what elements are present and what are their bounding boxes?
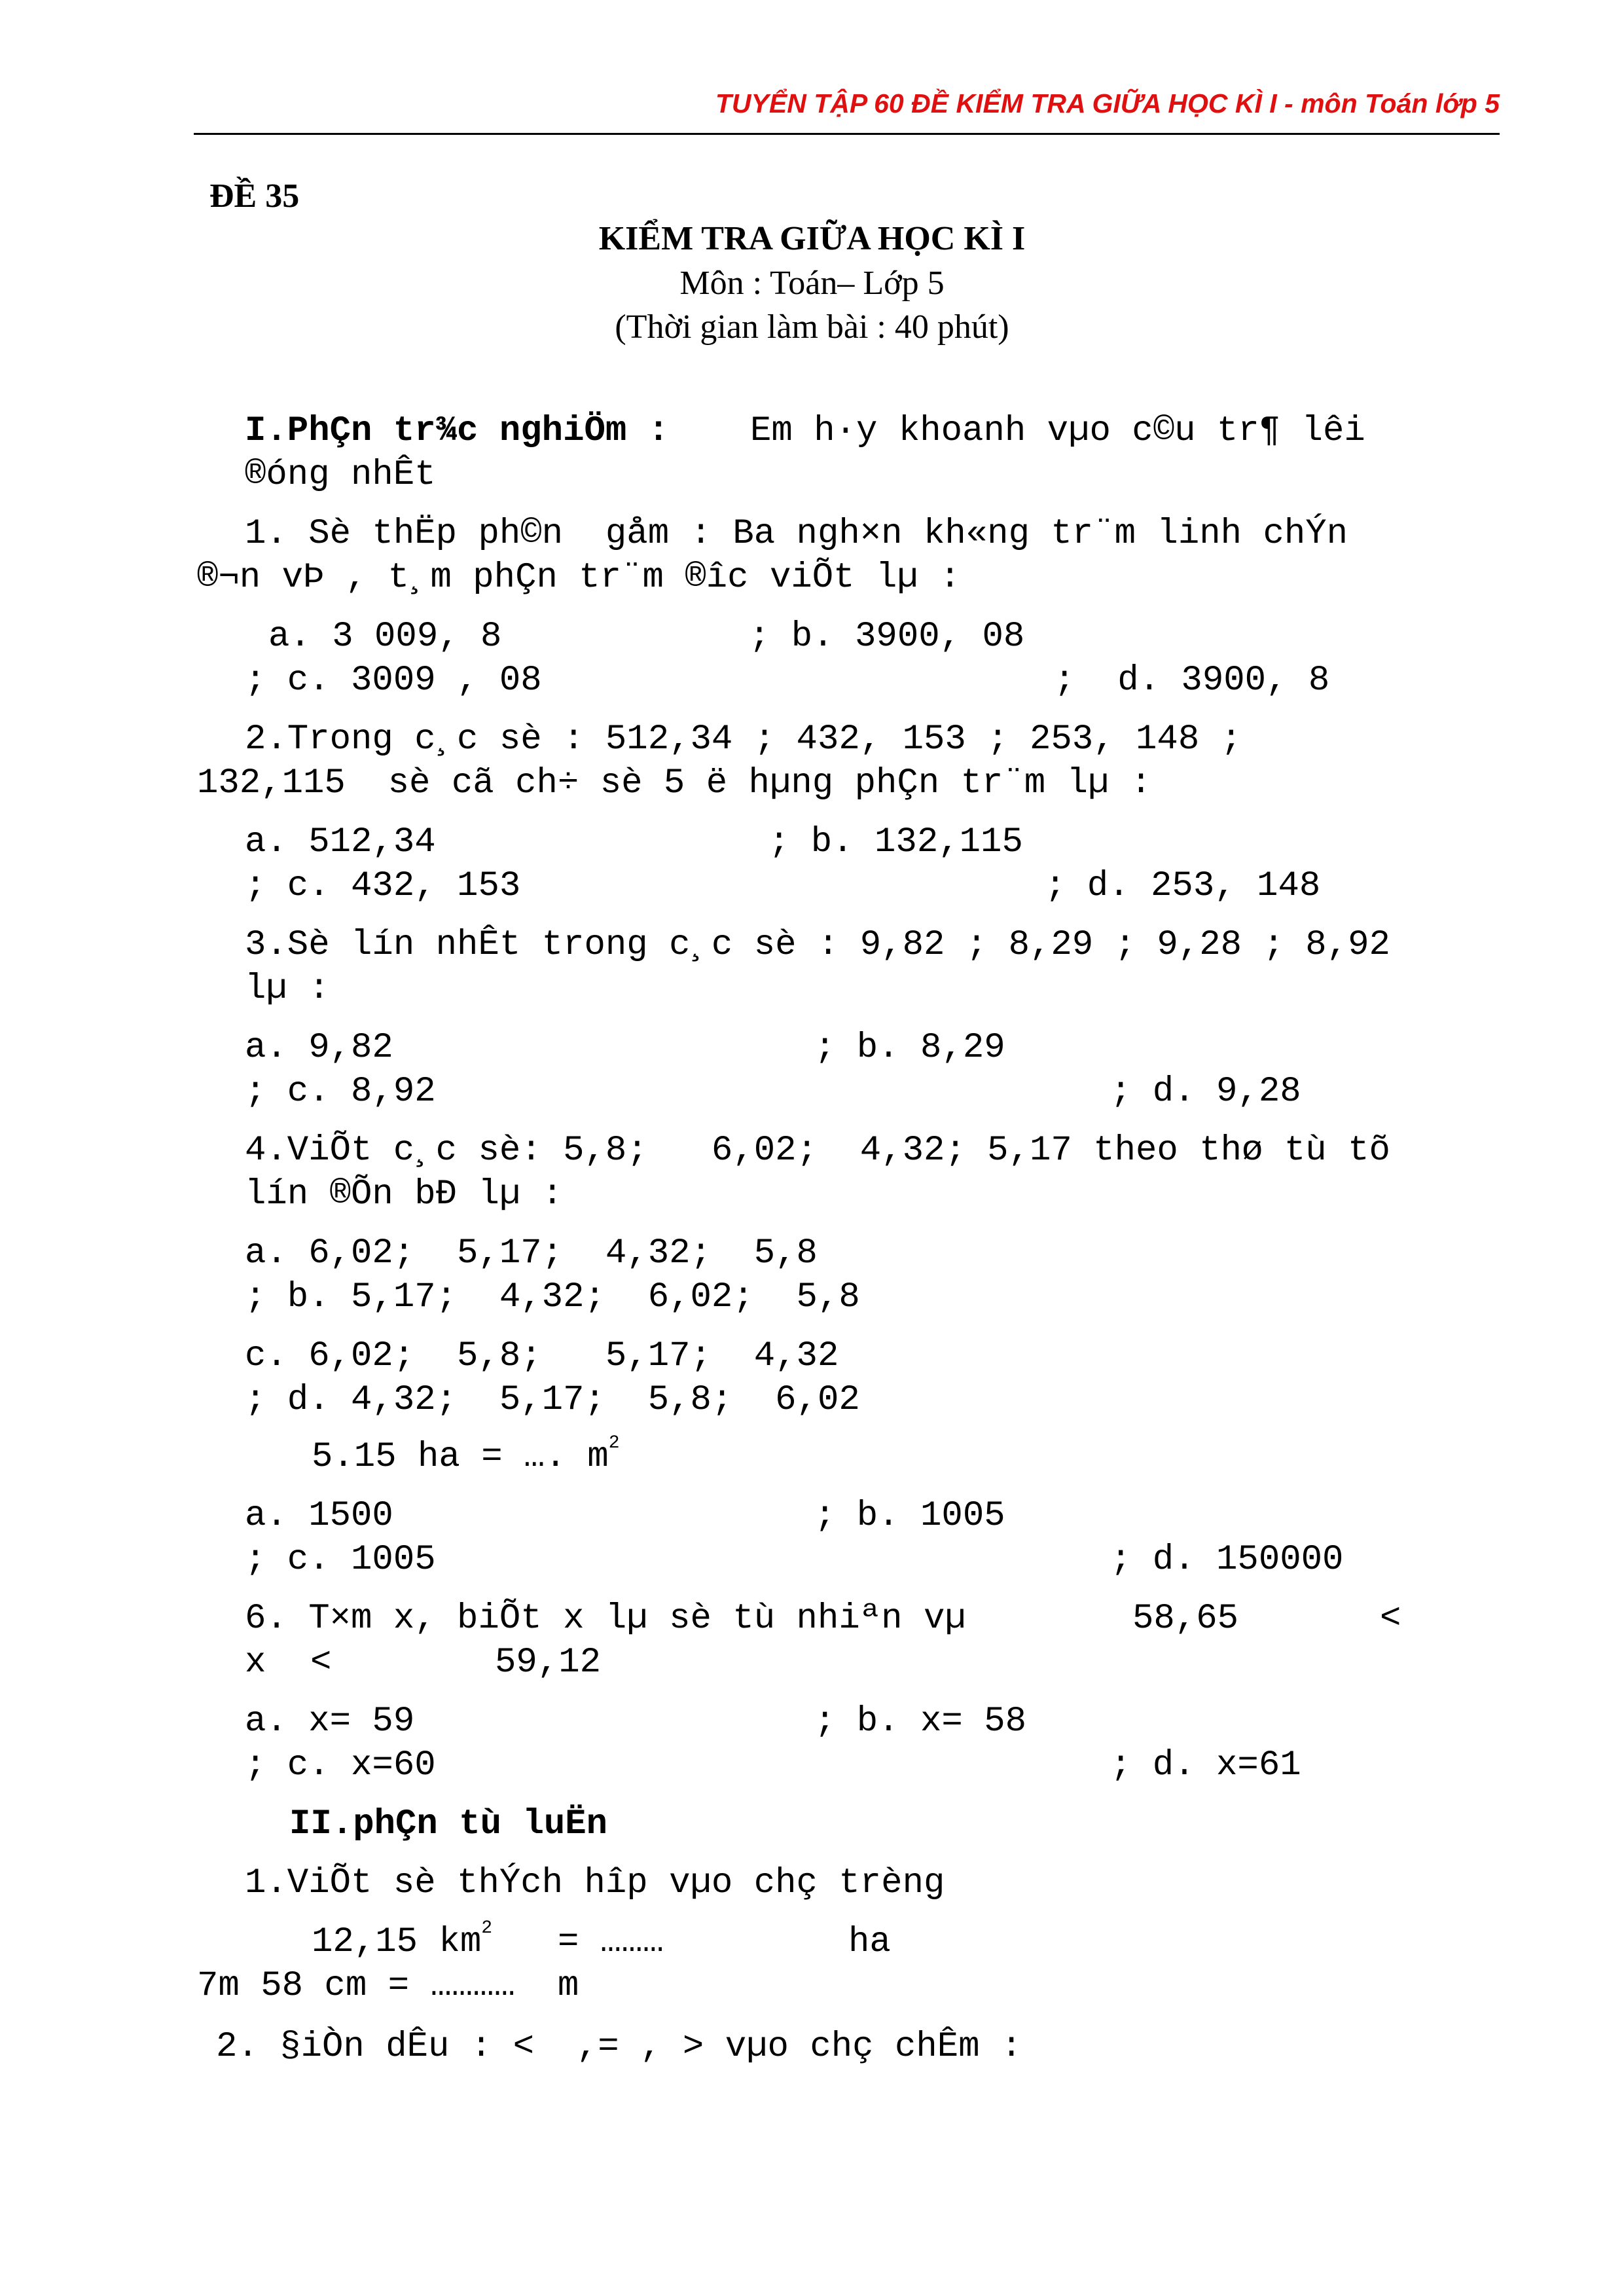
question-2-option-b: ; b. 132,115 [768, 822, 1023, 862]
exam-number: ĐỀ 35 [209, 177, 300, 215]
exercise-1-line-1 [312, 1918, 493, 1962]
question-2-line-1: 2.Trong c¸c sè : 512,34 ; 432, 153 ; 253, 148 ; [245, 720, 1242, 759]
question-5-line [312, 1433, 620, 1477]
exercise-1-line-2: 7m 58 cm = ………… m [197, 1966, 579, 2006]
question-3-line-1: 3.Sè lín nhÊt trong c¸c sè : 9,82 ; 8,29 ; 9,28 ; 8,92 [245, 925, 1390, 965]
question-4-line-2: lín ®Õn bÐ lµ : [245, 1175, 564, 1214]
header-divider [194, 133, 1500, 135]
question-6-less-than-1: < [1380, 1599, 1401, 1639]
question-1-line-2: ®¬n vÞ , t¸m phÇn tr¨m ®îc viÕt lµ : [197, 558, 961, 598]
exercise-1-title: 1.ViÕt sè thÝch hîp vµo chç trèng [245, 1863, 945, 1903]
exercise-2-title: 2. §iÒn dÊu : < ,= , > vµo chç chÊm : [216, 2027, 1022, 2067]
question-3-option-b: ; b. 8,29 [814, 1028, 1005, 1068]
question-2-option-a: a. 512,34 [245, 822, 436, 862]
question-5-option-c: ; c. 1005 [245, 1540, 436, 1580]
question-6-lower-bound: 58,65 [1132, 1599, 1239, 1639]
part1-instruction-cont: ®óng nhÊt [245, 455, 436, 495]
exercise-1-unit-ha: ha [848, 1922, 891, 1962]
question-6-option-b: ; b. x= 58 [814, 1702, 1027, 1741]
question-5-unit-exponent: 2 [608, 1433, 620, 1453]
question-6-option-d: ; d. x=61 [1110, 1745, 1301, 1785]
question-6-upper-bound: 59,12 [495, 1643, 602, 1683]
part2-heading: II.phÇn tù luËn [289, 1804, 608, 1844]
exam-title: KIỂM TRA GIỮA HỌC KÌ I [598, 220, 1026, 257]
question-4-option-c: c. 6,02; 5,8; 5,17; 4,32 [245, 1336, 839, 1376]
question-1-option-a: a. 3 009, 8 [268, 617, 502, 657]
document-header-title: TUYỂN TẬP 60 ĐỀ KIỂM TRA GIỮA HỌC KÌ I - môn Toán lớp 5 [715, 88, 1500, 118]
question-6-line-1: 6. T×m x, biÕt x lµ sè tù nhiªn vµ [245, 1599, 966, 1639]
question-1-option-c: ; c. 3009 , 08 [245, 661, 542, 701]
question-4-option-b: ; b. 5,17; 4,32; 6,02; 5,8 [245, 1277, 860, 1317]
question-5-option-b: ; b. 1005 [814, 1496, 1005, 1536]
part1-instruction: Em h·y khoanh vµo c©u tr¶ lêi [750, 411, 1365, 451]
question-1-option-b: ; b. 3900, 08 [749, 617, 1025, 657]
exam-time: (Thời gian làm bài : 40 phút) [615, 308, 1009, 346]
question-6-variable-x: x [245, 1643, 266, 1683]
question-1-option-d: ; d. 3900, 8 [1054, 661, 1330, 701]
question-6-less-than-2: < [310, 1643, 332, 1683]
question-6-option-c: ; c. x=60 [245, 1745, 436, 1785]
exam-subject: Môn : Toán– Lớp 5 [679, 264, 945, 302]
question-1-line-1: 1. Sè thËp ph©n gåm : Ba ngh×n kh«ng tr¨m linh chÝn [245, 514, 1348, 554]
question-3-line-2: lµ : [245, 969, 330, 1009]
question-2-option-d: ; d. 253, 148 [1045, 866, 1321, 906]
exercise-1-area-value: 12,15 km [312, 1922, 482, 1962]
question-2-option-c: ; c. 432, 153 [245, 866, 521, 906]
question-5-option-a: a. 1500 [245, 1496, 393, 1536]
question-4-option-d: ; d. 4,32; 5,17; 5,8; 6,02 [245, 1380, 860, 1420]
question-2-line-2: 132,115 sè cã ch÷ sè 5 ë hµng phÇn tr¨m lµ : [197, 763, 1152, 803]
exercise-1-unit-exponent: 2 [481, 1918, 493, 1939]
question-3-option-c: ; c. 8,92 [245, 1072, 436, 1112]
question-6-option-a: a. x= 59 [245, 1702, 415, 1741]
question-5-option-d: ; d. 150000 [1110, 1540, 1344, 1580]
question-3-option-d: ; d. 9,28 [1110, 1072, 1301, 1112]
exercise-1-blank-1: = ……… [558, 1922, 664, 1962]
question-3-option-a: a. 9,82 [245, 1028, 393, 1068]
question-5-text: 5.15 ha = …. m [312, 1437, 609, 1477]
question-4-line-1: 4.ViÕt c¸c sè: 5,8; 6,02; 4,32; 5,17 theo thø tù tõ [245, 1131, 1390, 1171]
part1-heading: I.PhÇn tr¾c nghiÖm : [245, 411, 670, 451]
question-4-option-a: a. 6,02; 5,17; 4,32; 5,8 [245, 1233, 818, 1273]
